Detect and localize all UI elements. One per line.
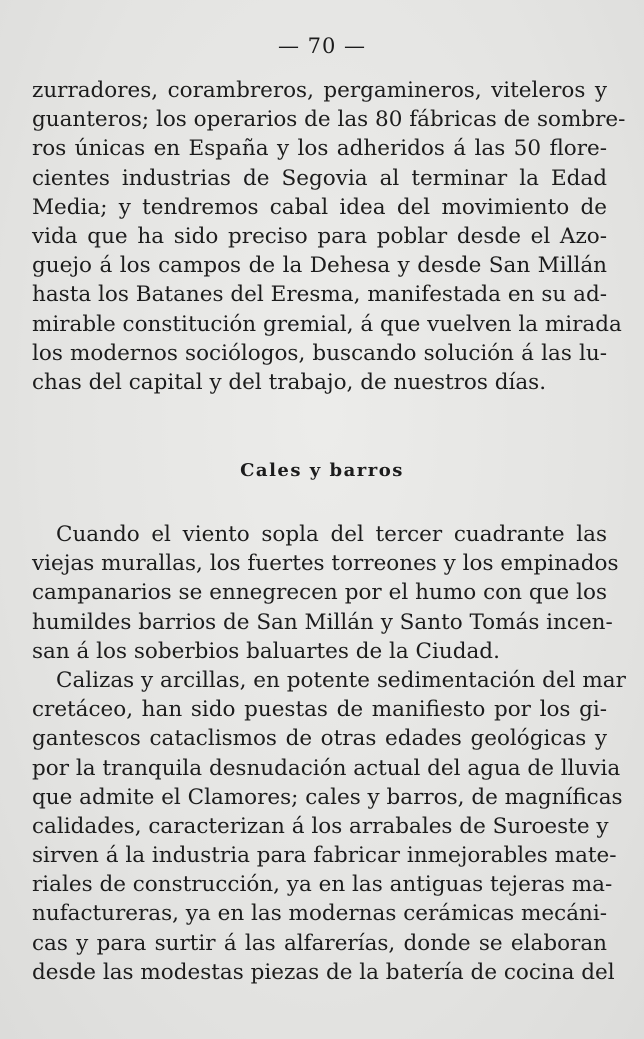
text-line: ros únicas en España y los adheridos á las 50 flore-: [32, 136, 607, 162]
text-line: Calizas y arcillas, en potente sedimentación del mar: [56, 667, 626, 693]
text-line: calidades, caracterizan á los arrabales de Suroeste y: [32, 813, 609, 839]
page-number: — 70 —: [277, 34, 367, 58]
text-line: nufactureras, ya en las modernas cerámicas mecáni-: [32, 901, 607, 927]
paragraph-gremios: [32, 76, 626, 397]
text-line: guanteros; los operarios de las 80 fábricas de sombre-: [32, 107, 626, 133]
text-line: chas del capital y del trabajo, de nuestros días.: [32, 369, 547, 395]
text-line: desde las modestas piezas de la batería de cocina del: [32, 959, 615, 985]
text-line: por la tranquila desnudación actual del agua de lluvia: [32, 755, 621, 781]
text-line: sirven á la industria para fabricar inmejorables mate-: [32, 843, 617, 869]
text-line: mirable constitución gremial, á que vuelven la mirada: [32, 311, 622, 337]
text-line: los modernos sociólogos, buscando solución á las lu-: [32, 340, 607, 366]
text-line: hasta los Batanes del Eresma, manifestada en su ad-: [32, 282, 607, 308]
text-line: cretáceo, han sido puestas de manifiesto por los gi-: [32, 697, 607, 723]
text-line: humildes barrios de San Millán y Santo Tomás incen-: [32, 609, 613, 635]
text-line: gantescos cataclismos de otras edades geológicas y: [32, 726, 607, 752]
text-line: riales de construcción, ya en las antiguas tejeras ma-: [32, 872, 613, 898]
text-line: Media; y tendremos cabal idea del movimiento de: [32, 194, 607, 220]
section-heading: Cales y barros: [240, 460, 404, 481]
text-line: Cuando el viento sopla del tercer cuadrante las: [56, 522, 607, 547]
text-line: viejas murallas, los fuertes torreones y los empinados: [32, 551, 619, 577]
text-line: vida que ha sido preciso para poblar desde el Azo-: [32, 223, 607, 249]
section-body: [32, 520, 626, 987]
text-line: cientes industrias de Segovia al terminar la Edad: [32, 165, 607, 191]
text-line: campanarios se ennegrecen por el humo con que los: [32, 580, 607, 606]
text-line: que admite el Clamores; cales y barros, de magníficas: [32, 784, 623, 810]
text-line: cas y para surtir á las alfarerías, donde se elaboran: [32, 930, 607, 956]
text-line: zurradores, corambreros, pergamineros, viteleros y: [32, 78, 607, 103]
text-line: guejo á los campos de la Dehesa y desde San Millán: [32, 253, 607, 279]
text-line: san á los soberbios baluartes de la Ciudad.: [32, 638, 500, 664]
